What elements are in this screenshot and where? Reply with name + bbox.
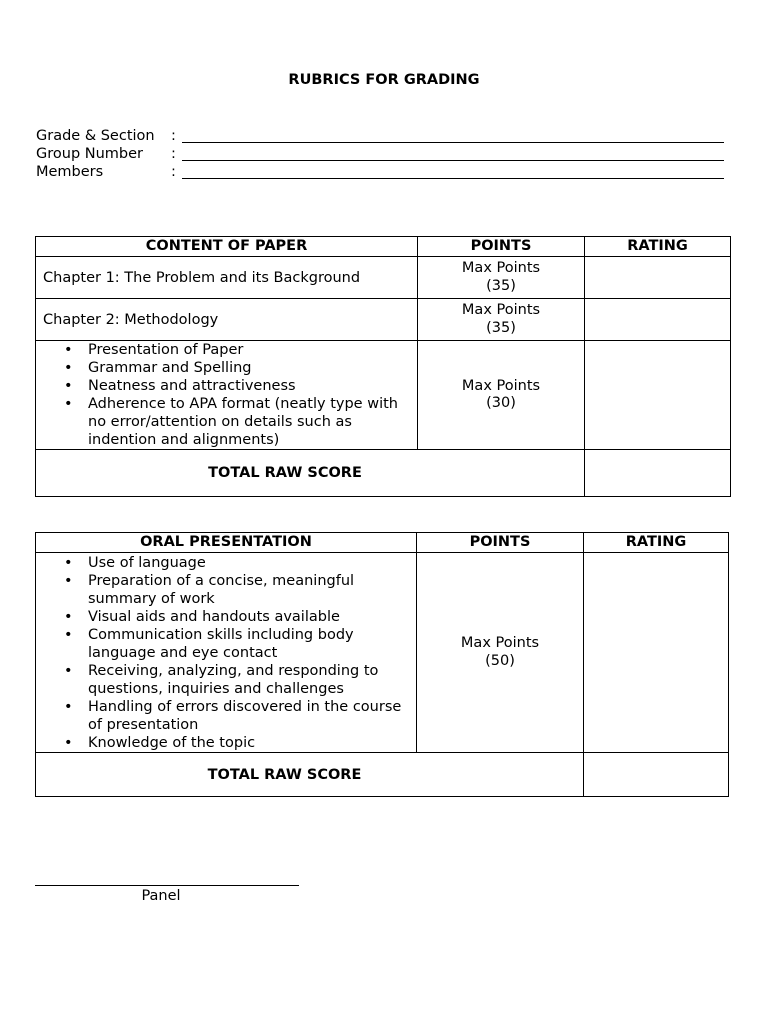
criteria-list: [36, 341, 417, 449]
list-item: • Receiving, analyzing, and responding to questions, inquiries and challenges: [88, 662, 416, 698]
total-raw-score-cell[interactable]: [585, 450, 731, 497]
list-item: • Adherence to APA format (neatly type with no error/attention on details such as indention and alignments): [88, 395, 417, 449]
criterion-cell: Chapter 1: The Problem and its Background: [36, 257, 418, 299]
points-cell: [418, 257, 585, 299]
list-item: • Handling of errors discovered in the course of presentation: [88, 698, 416, 734]
table-header-row: [36, 237, 731, 257]
list-item: • Preparation of a concise, meaningful summary of work: [88, 572, 416, 608]
list-item: • Presentation of Paper: [88, 341, 417, 359]
total-raw-score-label: TOTAL RAW SCORE: [36, 450, 585, 497]
column-header: POINTS: [418, 237, 585, 257]
rating-cell[interactable]: [584, 553, 729, 753]
rating-cell[interactable]: [585, 341, 731, 450]
members-label: Members: [36, 164, 104, 180]
field-colon: :: [171, 128, 176, 144]
table-row: [36, 341, 731, 450]
column-header: CONTENT OF PAPER: [36, 237, 418, 257]
page-title: RUBRICS FOR GRADING: [288, 72, 480, 88]
group-number-line[interactable]: [182, 160, 724, 161]
criteria-list-cell: [36, 341, 418, 450]
field-colon: :: [171, 146, 176, 162]
field-colon: :: [171, 164, 176, 180]
points-value: (35): [486, 319, 516, 336]
members-line[interactable]: [182, 178, 724, 179]
list-item: • Communication skills including body language and eye contact: [88, 626, 416, 662]
grade-section-line[interactable]: [182, 142, 724, 143]
table-row: [36, 299, 731, 341]
column-header: RATING: [585, 237, 731, 257]
column-header: RATING: [584, 533, 729, 553]
group-number-label: Group Number: [36, 146, 144, 162]
points-cell: [418, 341, 585, 450]
total-raw-score-cell[interactable]: [584, 753, 729, 797]
total-row: [36, 450, 731, 497]
list-item: • Neatness and attractiveness: [88, 377, 417, 395]
oral-presentation-table: [35, 532, 729, 797]
grade-section-label: Grade & Section: [36, 128, 155, 144]
table-row: [36, 257, 731, 299]
points-cell: [417, 553, 584, 753]
total-raw-score-label: TOTAL RAW SCORE: [36, 753, 584, 797]
rating-cell[interactable]: [585, 299, 731, 341]
points-label: Max Points: [461, 377, 541, 394]
table-header-row: [36, 533, 729, 553]
criteria-list-cell: [36, 553, 417, 753]
points-label: Max Points: [461, 302, 541, 318]
list-item: • Grammar and Spelling: [88, 359, 417, 377]
table-row: [36, 553, 729, 753]
points-value: (30): [486, 395, 516, 411]
points-label: Max Points: [461, 260, 541, 276]
panel-signature-line[interactable]: [35, 885, 299, 886]
content-of-paper-table: [35, 236, 731, 497]
criterion-cell: Chapter 2: Methodology: [36, 299, 418, 341]
criteria-list: [36, 554, 416, 752]
list-item: • Visual aids and handouts available: [88, 608, 416, 626]
total-row: [36, 753, 729, 797]
panel-label: Panel: [141, 888, 181, 904]
points-value: (35): [486, 277, 516, 294]
column-header: POINTS: [417, 533, 584, 553]
points-label: Max Points: [460, 635, 540, 651]
points-value: (50): [485, 652, 515, 669]
list-item: • Knowledge of the topic: [88, 734, 416, 752]
list-item: • Use of language: [88, 554, 416, 572]
column-header: ORAL PRESENTATION: [36, 533, 417, 553]
rating-cell[interactable]: [585, 257, 731, 299]
points-cell: [418, 299, 585, 341]
